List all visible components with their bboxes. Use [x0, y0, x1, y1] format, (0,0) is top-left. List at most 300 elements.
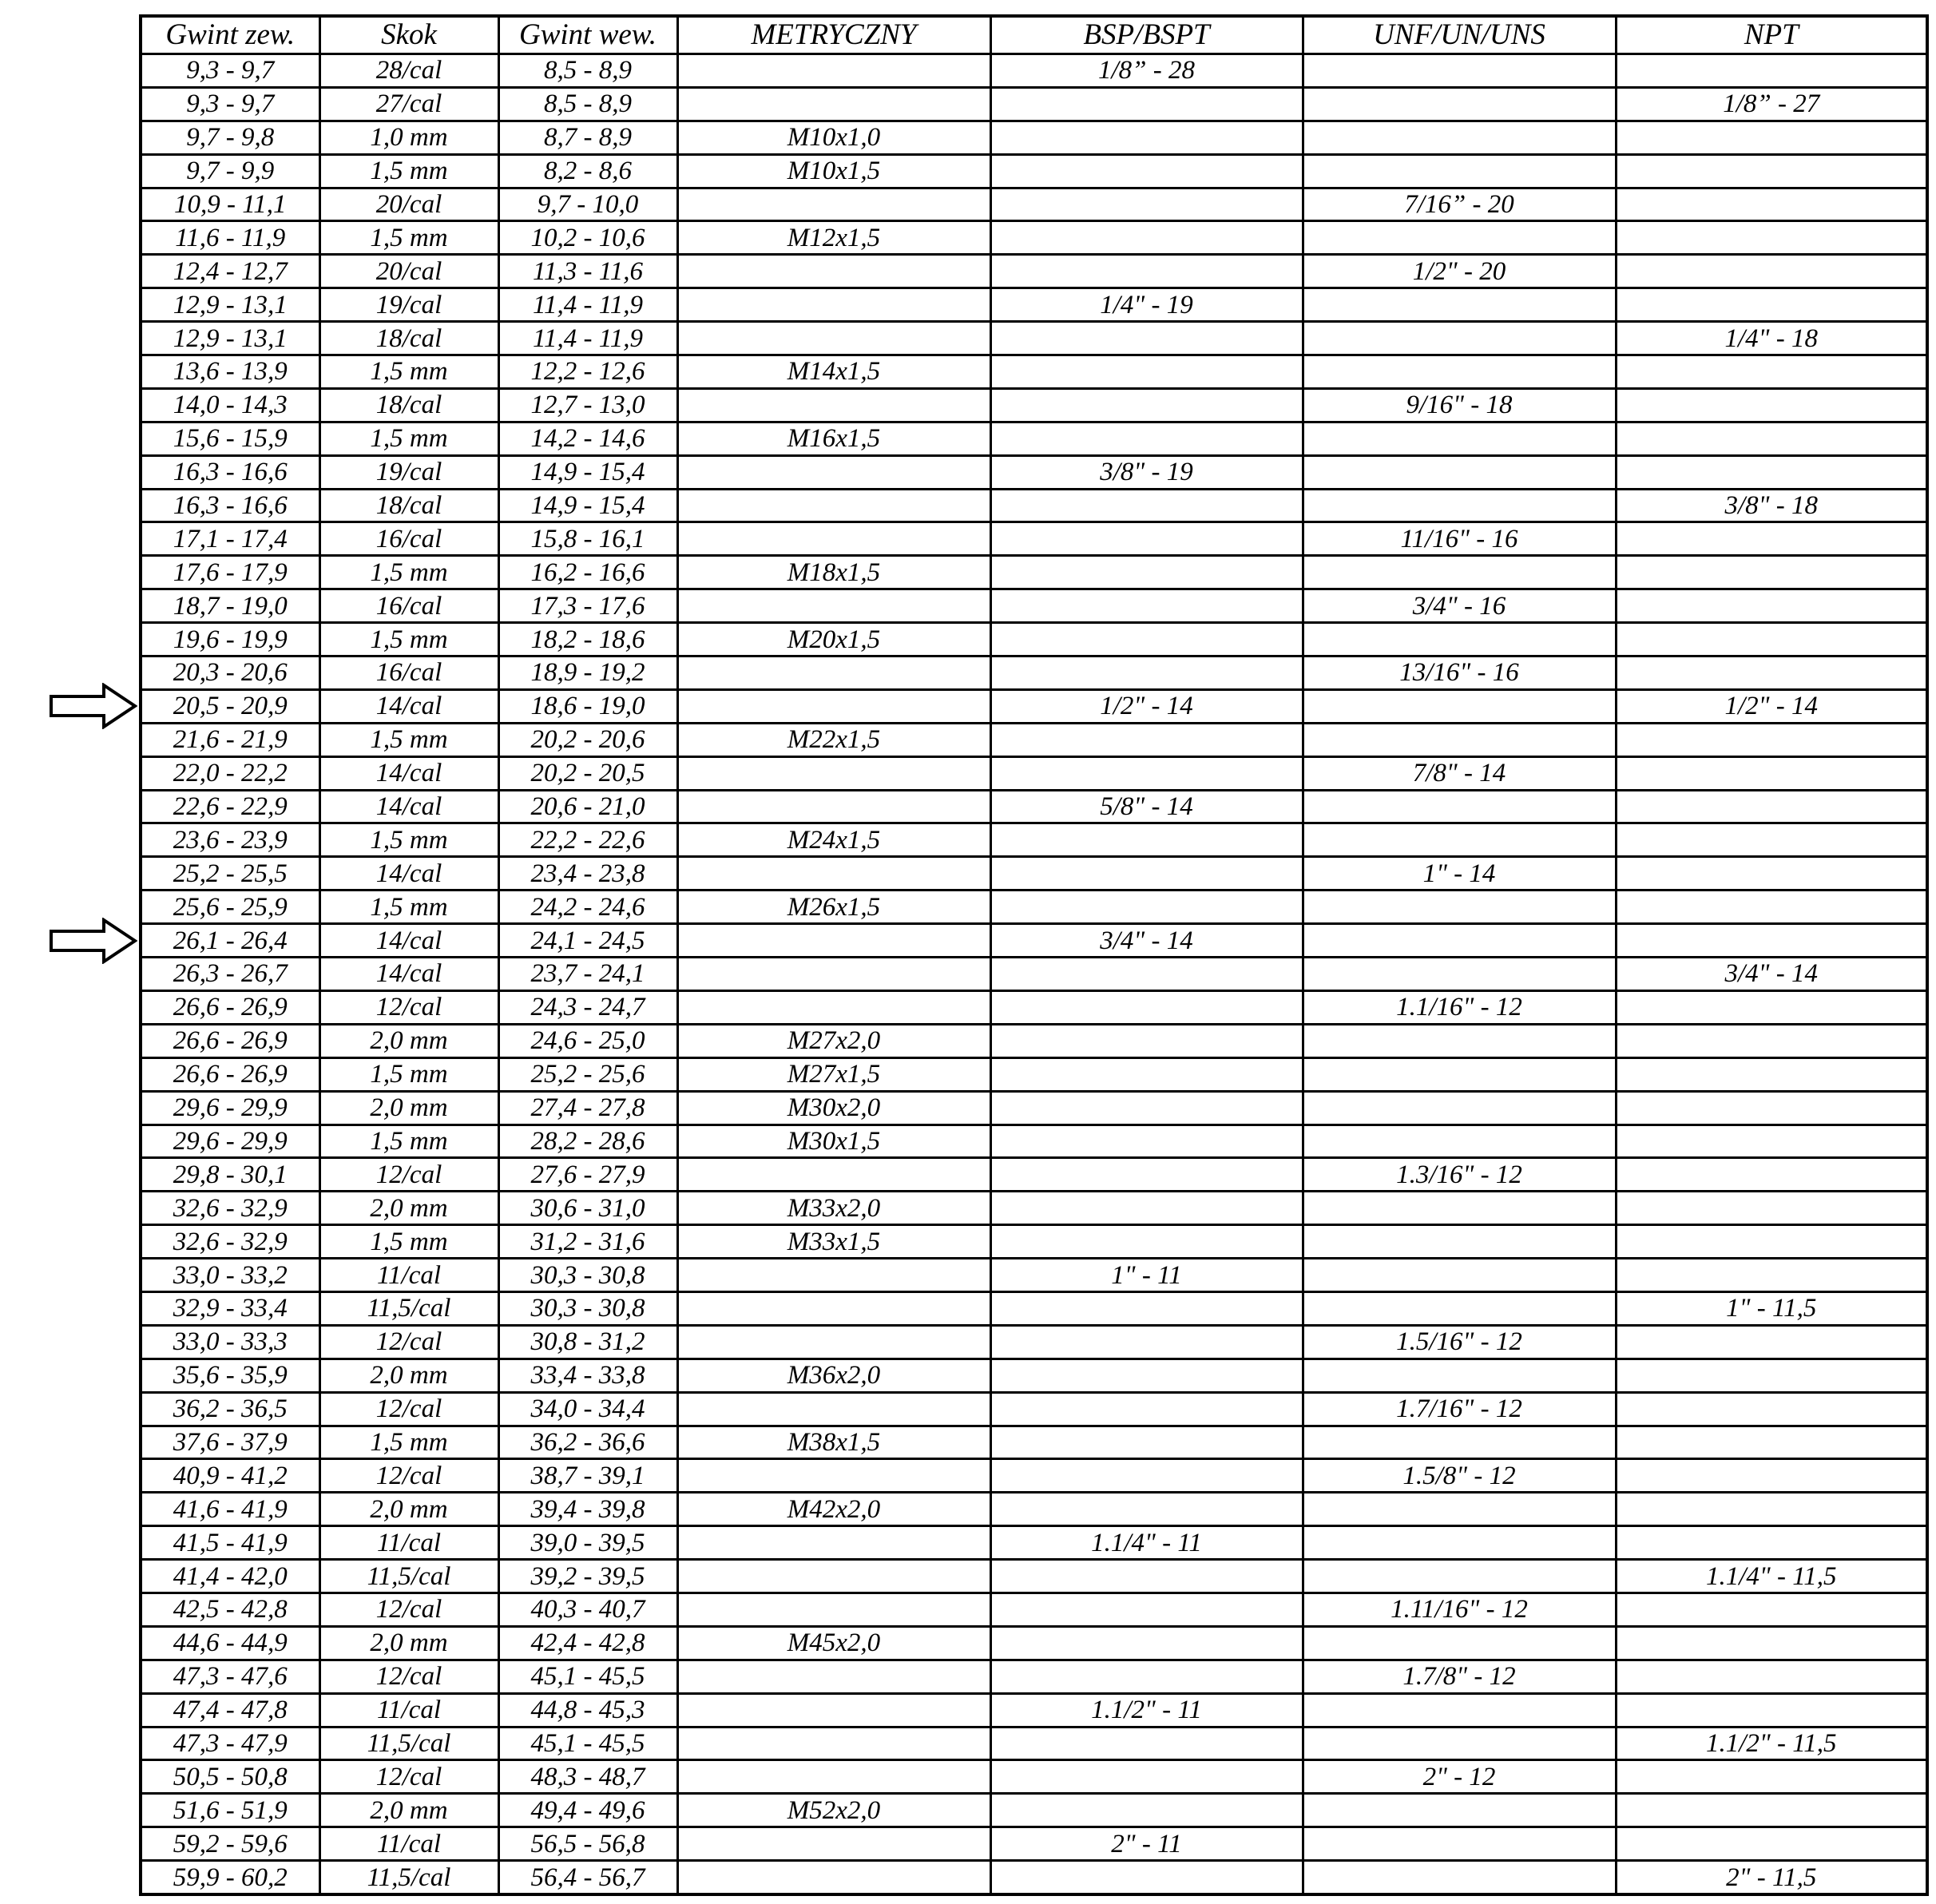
cell-external-thread: 29,8 - 30,1: [141, 1158, 319, 1192]
cell-bsp-bspt: 1.1/2" - 11: [990, 1693, 1303, 1727]
cell-bsp-bspt: 2" - 11: [990, 1827, 1303, 1861]
cell-external-thread: 26,1 - 26,4: [141, 924, 319, 958]
cell-internal-thread: 14,9 - 15,4: [498, 489, 677, 522]
cell-internal-thread: 9,7 - 10,0: [498, 188, 677, 221]
cell-npt: 3/4" - 14: [1616, 958, 1927, 991]
cell-internal-thread: 18,9 - 19,2: [498, 656, 677, 690]
cell-metric: [677, 255, 990, 288]
table-row: [141, 823, 1927, 857]
cell-bsp-bspt: [990, 656, 1303, 690]
cell-npt: [1616, 656, 1927, 690]
table-row: [141, 1359, 1927, 1392]
cell-external-thread: 12,9 - 13,1: [141, 322, 319, 355]
cell-bsp-bspt: [990, 255, 1303, 288]
cell-external-thread: 32,6 - 32,9: [141, 1225, 319, 1259]
cell-unf-un-uns: [1303, 1259, 1616, 1292]
cell-pitch: 1,5 mm: [319, 1057, 498, 1091]
cell-unf-un-uns: [1303, 1493, 1616, 1526]
cell-unf-un-uns: [1303, 1861, 1616, 1894]
cell-internal-thread: 23,7 - 24,1: [498, 958, 677, 991]
cell-metric: [677, 589, 990, 623]
table-row: [141, 1493, 1927, 1526]
cell-internal-thread: 39,2 - 39,5: [498, 1560, 677, 1593]
cell-metric: M52x2,0: [677, 1794, 990, 1827]
cell-npt: [1616, 54, 1927, 88]
cell-internal-thread: 31,2 - 31,6: [498, 1225, 677, 1259]
cell-unf-un-uns: [1303, 1091, 1616, 1125]
cell-bsp-bspt: [990, 121, 1303, 154]
cell-internal-thread: 24,2 - 24,6: [498, 891, 677, 924]
cell-bsp-bspt: [990, 1392, 1303, 1426]
cell-internal-thread: 20,6 - 21,0: [498, 790, 677, 823]
cell-internal-thread: 27,4 - 27,8: [498, 1091, 677, 1125]
cell-npt: [1616, 1426, 1927, 1459]
cell-pitch: 1,5 mm: [319, 623, 498, 656]
cell-metric: [677, 1827, 990, 1861]
cell-npt: [1616, 288, 1927, 322]
cell-internal-thread: 25,2 - 25,6: [498, 1057, 677, 1091]
cell-unf-un-uns: [1303, 355, 1616, 389]
cell-pitch: 1,5 mm: [319, 422, 498, 455]
table-row: [141, 1192, 1927, 1225]
cell-unf-un-uns: [1303, 121, 1616, 154]
cell-bsp-bspt: [990, 1325, 1303, 1359]
cell-unf-un-uns: [1303, 1560, 1616, 1593]
cell-unf-un-uns: [1303, 1526, 1616, 1560]
cell-npt: [1616, 1392, 1927, 1426]
cell-npt: [1616, 990, 1927, 1024]
cell-external-thread: 33,0 - 33,3: [141, 1325, 319, 1359]
cell-npt: [1616, 121, 1927, 154]
cell-unf-un-uns: [1303, 1225, 1616, 1259]
cell-external-thread: 29,6 - 29,9: [141, 1125, 319, 1158]
cell-internal-thread: 24,6 - 25,0: [498, 1024, 677, 1057]
cell-metric: [677, 522, 990, 556]
cell-metric: [677, 1291, 990, 1325]
cell-pitch: 2,0 mm: [319, 1091, 498, 1125]
cell-pitch: 11/cal: [319, 1259, 498, 1292]
cell-pitch: 20/cal: [319, 188, 498, 221]
cell-pitch: 12/cal: [319, 1459, 498, 1493]
cell-pitch: 12/cal: [319, 990, 498, 1024]
cell-bsp-bspt: [990, 422, 1303, 455]
cell-npt: [1616, 1794, 1927, 1827]
cell-bsp-bspt: [990, 1493, 1303, 1526]
cell-internal-thread: 45,1 - 45,5: [498, 1660, 677, 1693]
table-row: [141, 1727, 1927, 1760]
cell-internal-thread: 30,8 - 31,2: [498, 1325, 677, 1359]
table-row: [141, 1225, 1927, 1259]
cell-unf-un-uns: 7/16” - 20: [1303, 188, 1616, 221]
cell-internal-thread: 20,2 - 20,6: [498, 723, 677, 756]
cell-bsp-bspt: [990, 355, 1303, 389]
cell-unf-un-uns: 2" - 12: [1303, 1760, 1616, 1794]
cell-internal-thread: 36,2 - 36,6: [498, 1426, 677, 1459]
cell-metric: [677, 87, 990, 121]
cell-external-thread: 19,6 - 19,9: [141, 623, 319, 656]
cell-bsp-bspt: [990, 188, 1303, 221]
cell-metric: M42x2,0: [677, 1493, 990, 1526]
cell-unf-un-uns: [1303, 1426, 1616, 1459]
cell-bsp-bspt: [990, 221, 1303, 255]
cell-metric: [677, 756, 990, 790]
table-row: [141, 154, 1927, 188]
cell-bsp-bspt: [990, 1158, 1303, 1192]
cell-bsp-bspt: [990, 723, 1303, 756]
cell-pitch: 14/cal: [319, 958, 498, 991]
cell-metric: [677, 188, 990, 221]
cell-unf-un-uns: [1303, 54, 1616, 88]
cell-bsp-bspt: [990, 489, 1303, 522]
cell-metric: [677, 924, 990, 958]
cell-bsp-bspt: [990, 87, 1303, 121]
cell-external-thread: 51,6 - 51,9: [141, 1794, 319, 1827]
table-row: [141, 891, 1927, 924]
cell-metric: M10x1,0: [677, 121, 990, 154]
cell-internal-thread: 18,2 - 18,6: [498, 623, 677, 656]
cell-metric: [677, 790, 990, 823]
cell-npt: [1616, 1693, 1927, 1727]
cell-npt: [1616, 1493, 1927, 1526]
cell-bsp-bspt: [990, 1660, 1303, 1693]
table-row: [141, 589, 1927, 623]
cell-bsp-bspt: [990, 857, 1303, 891]
cell-npt: [1616, 823, 1927, 857]
cell-unf-un-uns: 1/2" - 20: [1303, 255, 1616, 288]
cell-unf-un-uns: [1303, 1626, 1616, 1660]
cell-external-thread: 47,4 - 47,8: [141, 1693, 319, 1727]
cell-unf-un-uns: [1303, 87, 1616, 121]
cell-npt: [1616, 1225, 1927, 1259]
cell-bsp-bspt: [990, 522, 1303, 556]
cell-external-thread: 26,3 - 26,7: [141, 958, 319, 991]
table-row: [141, 221, 1927, 255]
table-row: [141, 1158, 1927, 1192]
right-arrow-outline-icon: [50, 918, 137, 964]
cell-external-thread: 12,9 - 13,1: [141, 288, 319, 322]
cell-unf-un-uns: [1303, 1057, 1616, 1091]
cell-metric: [677, 990, 990, 1024]
cell-pitch: 2,0 mm: [319, 1359, 498, 1392]
table-row: [141, 924, 1927, 958]
cell-bsp-bspt: [990, 1560, 1303, 1593]
table-row: [141, 857, 1927, 891]
table-row: [141, 1125, 1927, 1158]
cell-metric: [677, 1760, 990, 1794]
cell-unf-un-uns: 1.11/16" - 12: [1303, 1593, 1616, 1626]
cell-internal-thread: 45,1 - 45,5: [498, 1727, 677, 1760]
cell-metric: [677, 1259, 990, 1292]
cell-bsp-bspt: [990, 1024, 1303, 1057]
table-row: [141, 958, 1927, 991]
cell-external-thread: 17,6 - 17,9: [141, 556, 319, 589]
cell-bsp-bspt: [990, 1091, 1303, 1125]
cell-bsp-bspt: [990, 1593, 1303, 1626]
cell-npt: [1616, 556, 1927, 589]
cell-unf-un-uns: 9/16" - 18: [1303, 388, 1616, 422]
cell-npt: [1616, 1259, 1927, 1292]
cell-metric: M30x2,0: [677, 1091, 990, 1125]
header-npt: NPT: [1616, 16, 1927, 54]
cell-external-thread: 18,7 - 19,0: [141, 589, 319, 623]
cell-pitch: 11/cal: [319, 1827, 498, 1861]
cell-external-thread: 42,5 - 42,8: [141, 1593, 319, 1626]
cell-pitch: 19/cal: [319, 455, 498, 489]
cell-internal-thread: 15,8 - 16,1: [498, 522, 677, 556]
cell-unf-un-uns: [1303, 623, 1616, 656]
cell-pitch: 16/cal: [319, 589, 498, 623]
cell-npt: [1616, 589, 1927, 623]
cell-internal-thread: 33,4 - 33,8: [498, 1359, 677, 1392]
cell-npt: [1616, 154, 1927, 188]
cell-unf-un-uns: [1303, 723, 1616, 756]
table-row: [141, 1827, 1927, 1861]
cell-unf-un-uns: [1303, 1291, 1616, 1325]
cell-internal-thread: 30,3 - 30,8: [498, 1291, 677, 1325]
cell-metric: [677, 1526, 990, 1560]
cell-npt: [1616, 623, 1927, 656]
cell-npt: 1.1/2" - 11,5: [1616, 1727, 1927, 1760]
cell-npt: [1616, 355, 1927, 389]
cell-internal-thread: 39,0 - 39,5: [498, 1526, 677, 1560]
cell-npt: [1616, 455, 1927, 489]
cell-metric: M14x1,5: [677, 355, 990, 389]
header-unf-un-uns: UNF/UN/UNS: [1303, 16, 1616, 54]
cell-unf-un-uns: 1.1/16" - 12: [1303, 990, 1616, 1024]
cell-internal-thread: 14,9 - 15,4: [498, 455, 677, 489]
cell-pitch: 1,5 mm: [319, 1426, 498, 1459]
cell-metric: M12x1,5: [677, 221, 990, 255]
cell-npt: [1616, 790, 1927, 823]
cell-bsp-bspt: [990, 388, 1303, 422]
cell-bsp-bspt: [990, 1760, 1303, 1794]
cell-internal-thread: 8,5 - 8,9: [498, 54, 677, 88]
table-row: [141, 723, 1927, 756]
cell-pitch: 11,5/cal: [319, 1291, 498, 1325]
cell-pitch: 1,5 mm: [319, 1225, 498, 1259]
cell-internal-thread: 17,3 - 17,6: [498, 589, 677, 623]
cell-external-thread: 20,3 - 20,6: [141, 656, 319, 690]
cell-unf-un-uns: [1303, 288, 1616, 322]
cell-internal-thread: 18,6 - 19,0: [498, 689, 677, 723]
cell-bsp-bspt: [990, 1192, 1303, 1225]
cell-bsp-bspt: [990, 891, 1303, 924]
cell-external-thread: 40,9 - 41,2: [141, 1459, 319, 1493]
table-row: [141, 1459, 1927, 1493]
cell-unf-un-uns: [1303, 689, 1616, 723]
cell-external-thread: 35,6 - 35,9: [141, 1359, 319, 1392]
cell-unf-un-uns: 1.5/8" - 12: [1303, 1459, 1616, 1493]
cell-npt: 2" - 11,5: [1616, 1861, 1927, 1894]
cell-metric: [677, 322, 990, 355]
cell-metric: [677, 689, 990, 723]
cell-external-thread: 14,0 - 14,3: [141, 388, 319, 422]
cell-npt: [1616, 388, 1927, 422]
cell-unf-un-uns: [1303, 1024, 1616, 1057]
cell-pitch: 14/cal: [319, 924, 498, 958]
cell-internal-thread: 11,4 - 11,9: [498, 288, 677, 322]
table-row: [141, 1560, 1927, 1593]
cell-internal-thread: 11,3 - 11,6: [498, 255, 677, 288]
cell-unf-un-uns: [1303, 1727, 1616, 1760]
cell-npt: [1616, 1526, 1927, 1560]
cell-pitch: 1,5 mm: [319, 556, 498, 589]
cell-internal-thread: 20,2 - 20,5: [498, 756, 677, 790]
table-row: [141, 689, 1927, 723]
cell-metric: [677, 958, 990, 991]
cell-external-thread: 12,4 - 12,7: [141, 255, 319, 288]
cell-bsp-bspt: [990, 958, 1303, 991]
cell-metric: [677, 656, 990, 690]
cell-external-thread: 17,1 - 17,4: [141, 522, 319, 556]
thread-size-table: [139, 14, 1929, 1896]
cell-npt: [1616, 857, 1927, 891]
cell-external-thread: 16,3 - 16,6: [141, 489, 319, 522]
cell-npt: [1616, 756, 1927, 790]
table-row: [141, 623, 1927, 656]
table-row: [141, 322, 1927, 355]
cell-npt: 1/2" - 14: [1616, 689, 1927, 723]
cell-internal-thread: 38,7 - 39,1: [498, 1459, 677, 1493]
cell-pitch: 1,5 mm: [319, 221, 498, 255]
cell-bsp-bspt: [990, 589, 1303, 623]
table-row: [141, 188, 1927, 221]
cell-metric: M36x2,0: [677, 1359, 990, 1392]
cell-external-thread: 16,3 - 16,6: [141, 455, 319, 489]
header-bsp-bspt: BSP/BSPT: [990, 16, 1303, 54]
cell-metric: M26x1,5: [677, 891, 990, 924]
cell-external-thread: 41,4 - 42,0: [141, 1560, 319, 1593]
cell-external-thread: 10,9 - 11,1: [141, 188, 319, 221]
cell-external-thread: 47,3 - 47,9: [141, 1727, 319, 1760]
cell-metric: M22x1,5: [677, 723, 990, 756]
cell-external-thread: 50,5 - 50,8: [141, 1760, 319, 1794]
cell-bsp-bspt: [990, 1291, 1303, 1325]
cell-bsp-bspt: 1" - 11: [990, 1259, 1303, 1292]
header-metric: METRYCZNY: [677, 16, 990, 54]
table-row: [141, 121, 1927, 154]
cell-pitch: 14/cal: [319, 756, 498, 790]
cell-bsp-bspt: [990, 1359, 1303, 1392]
cell-external-thread: 23,6 - 23,9: [141, 823, 319, 857]
table-row: [141, 556, 1927, 589]
cell-internal-thread: 11,4 - 11,9: [498, 322, 677, 355]
cell-pitch: 1,5 mm: [319, 154, 498, 188]
cell-pitch: 2,0 mm: [319, 1626, 498, 1660]
cell-metric: [677, 1693, 990, 1727]
cell-npt: 1/4" - 18: [1616, 322, 1927, 355]
cell-metric: M30x1,5: [677, 1125, 990, 1158]
cell-internal-thread: 30,3 - 30,8: [498, 1259, 677, 1292]
cell-pitch: 18/cal: [319, 388, 498, 422]
cell-pitch: 18/cal: [319, 322, 498, 355]
cell-metric: M27x2,0: [677, 1024, 990, 1057]
table-row: [141, 1526, 1927, 1560]
cell-pitch: 2,0 mm: [319, 1794, 498, 1827]
cell-metric: [677, 1158, 990, 1192]
cell-pitch: 20/cal: [319, 255, 498, 288]
cell-internal-thread: 24,1 - 24,5: [498, 924, 677, 958]
cell-unf-un-uns: [1303, 1827, 1616, 1861]
cell-external-thread: 47,3 - 47,6: [141, 1660, 319, 1693]
cell-internal-thread: 28,2 - 28,6: [498, 1125, 677, 1158]
cell-bsp-bspt: [990, 756, 1303, 790]
cell-npt: [1616, 188, 1927, 221]
cell-metric: M16x1,5: [677, 422, 990, 455]
cell-internal-thread: 27,6 - 27,9: [498, 1158, 677, 1192]
cell-pitch: 28/cal: [319, 54, 498, 88]
cell-pitch: 12/cal: [319, 1325, 498, 1359]
cell-unf-un-uns: 3/4" - 16: [1303, 589, 1616, 623]
cell-bsp-bspt: [990, 154, 1303, 188]
cell-pitch: 16/cal: [319, 522, 498, 556]
cell-unf-un-uns: [1303, 924, 1616, 958]
cell-external-thread: 26,6 - 26,9: [141, 1024, 319, 1057]
table-row: [141, 1091, 1927, 1125]
cell-npt: 1/8” - 27: [1616, 87, 1927, 121]
cell-internal-thread: 8,7 - 8,9: [498, 121, 677, 154]
cell-metric: M27x1,5: [677, 1057, 990, 1091]
cell-external-thread: 20,5 - 20,9: [141, 689, 319, 723]
cell-internal-thread: 12,2 - 12,6: [498, 355, 677, 389]
cell-external-thread: 36,2 - 36,5: [141, 1392, 319, 1426]
table-row: [141, 1693, 1927, 1727]
cell-npt: [1616, 1760, 1927, 1794]
cell-npt: [1616, 1125, 1927, 1158]
cell-npt: [1616, 522, 1927, 556]
cell-internal-thread: 30,6 - 31,0: [498, 1192, 677, 1225]
cell-external-thread: 21,6 - 21,9: [141, 723, 319, 756]
cell-pitch: 11,5/cal: [319, 1560, 498, 1593]
cell-npt: [1616, 1024, 1927, 1057]
table-row: [141, 790, 1927, 823]
cell-internal-thread: 8,5 - 8,9: [498, 87, 677, 121]
table-row: [141, 1024, 1927, 1057]
cell-pitch: 2,0 mm: [319, 1493, 498, 1526]
cell-external-thread: 22,6 - 22,9: [141, 790, 319, 823]
cell-pitch: 11/cal: [319, 1526, 498, 1560]
table-row: [141, 1392, 1927, 1426]
table-row: [141, 455, 1927, 489]
cell-bsp-bspt: [990, 556, 1303, 589]
cell-metric: [677, 1660, 990, 1693]
cell-external-thread: 37,6 - 37,9: [141, 1426, 319, 1459]
cell-pitch: 14/cal: [319, 689, 498, 723]
cell-metric: M38x1,5: [677, 1426, 990, 1459]
cell-internal-thread: 56,4 - 56,7: [498, 1861, 677, 1894]
cell-metric: M45x2,0: [677, 1626, 990, 1660]
cell-unf-un-uns: [1303, 891, 1616, 924]
cell-internal-thread: 8,2 - 8,6: [498, 154, 677, 188]
header-pitch: Skok: [319, 16, 498, 54]
cell-pitch: 12/cal: [319, 1660, 498, 1693]
cell-pitch: 2,0 mm: [319, 1024, 498, 1057]
table-row: [141, 1794, 1927, 1827]
cell-external-thread: 26,6 - 26,9: [141, 990, 319, 1024]
cell-unf-un-uns: [1303, 422, 1616, 455]
table-row: [141, 1426, 1927, 1459]
cell-unf-un-uns: [1303, 556, 1616, 589]
cell-external-thread: 11,6 - 11,9: [141, 221, 319, 255]
cell-unf-un-uns: [1303, 1125, 1616, 1158]
cell-npt: [1616, 1158, 1927, 1192]
cell-unf-un-uns: 11/16" - 16: [1303, 522, 1616, 556]
table-row: [141, 422, 1927, 455]
cell-unf-un-uns: 1.3/16" - 12: [1303, 1158, 1616, 1192]
cell-external-thread: 59,2 - 59,6: [141, 1827, 319, 1861]
table-row: [141, 1057, 1927, 1091]
cell-internal-thread: 39,4 - 39,8: [498, 1493, 677, 1526]
